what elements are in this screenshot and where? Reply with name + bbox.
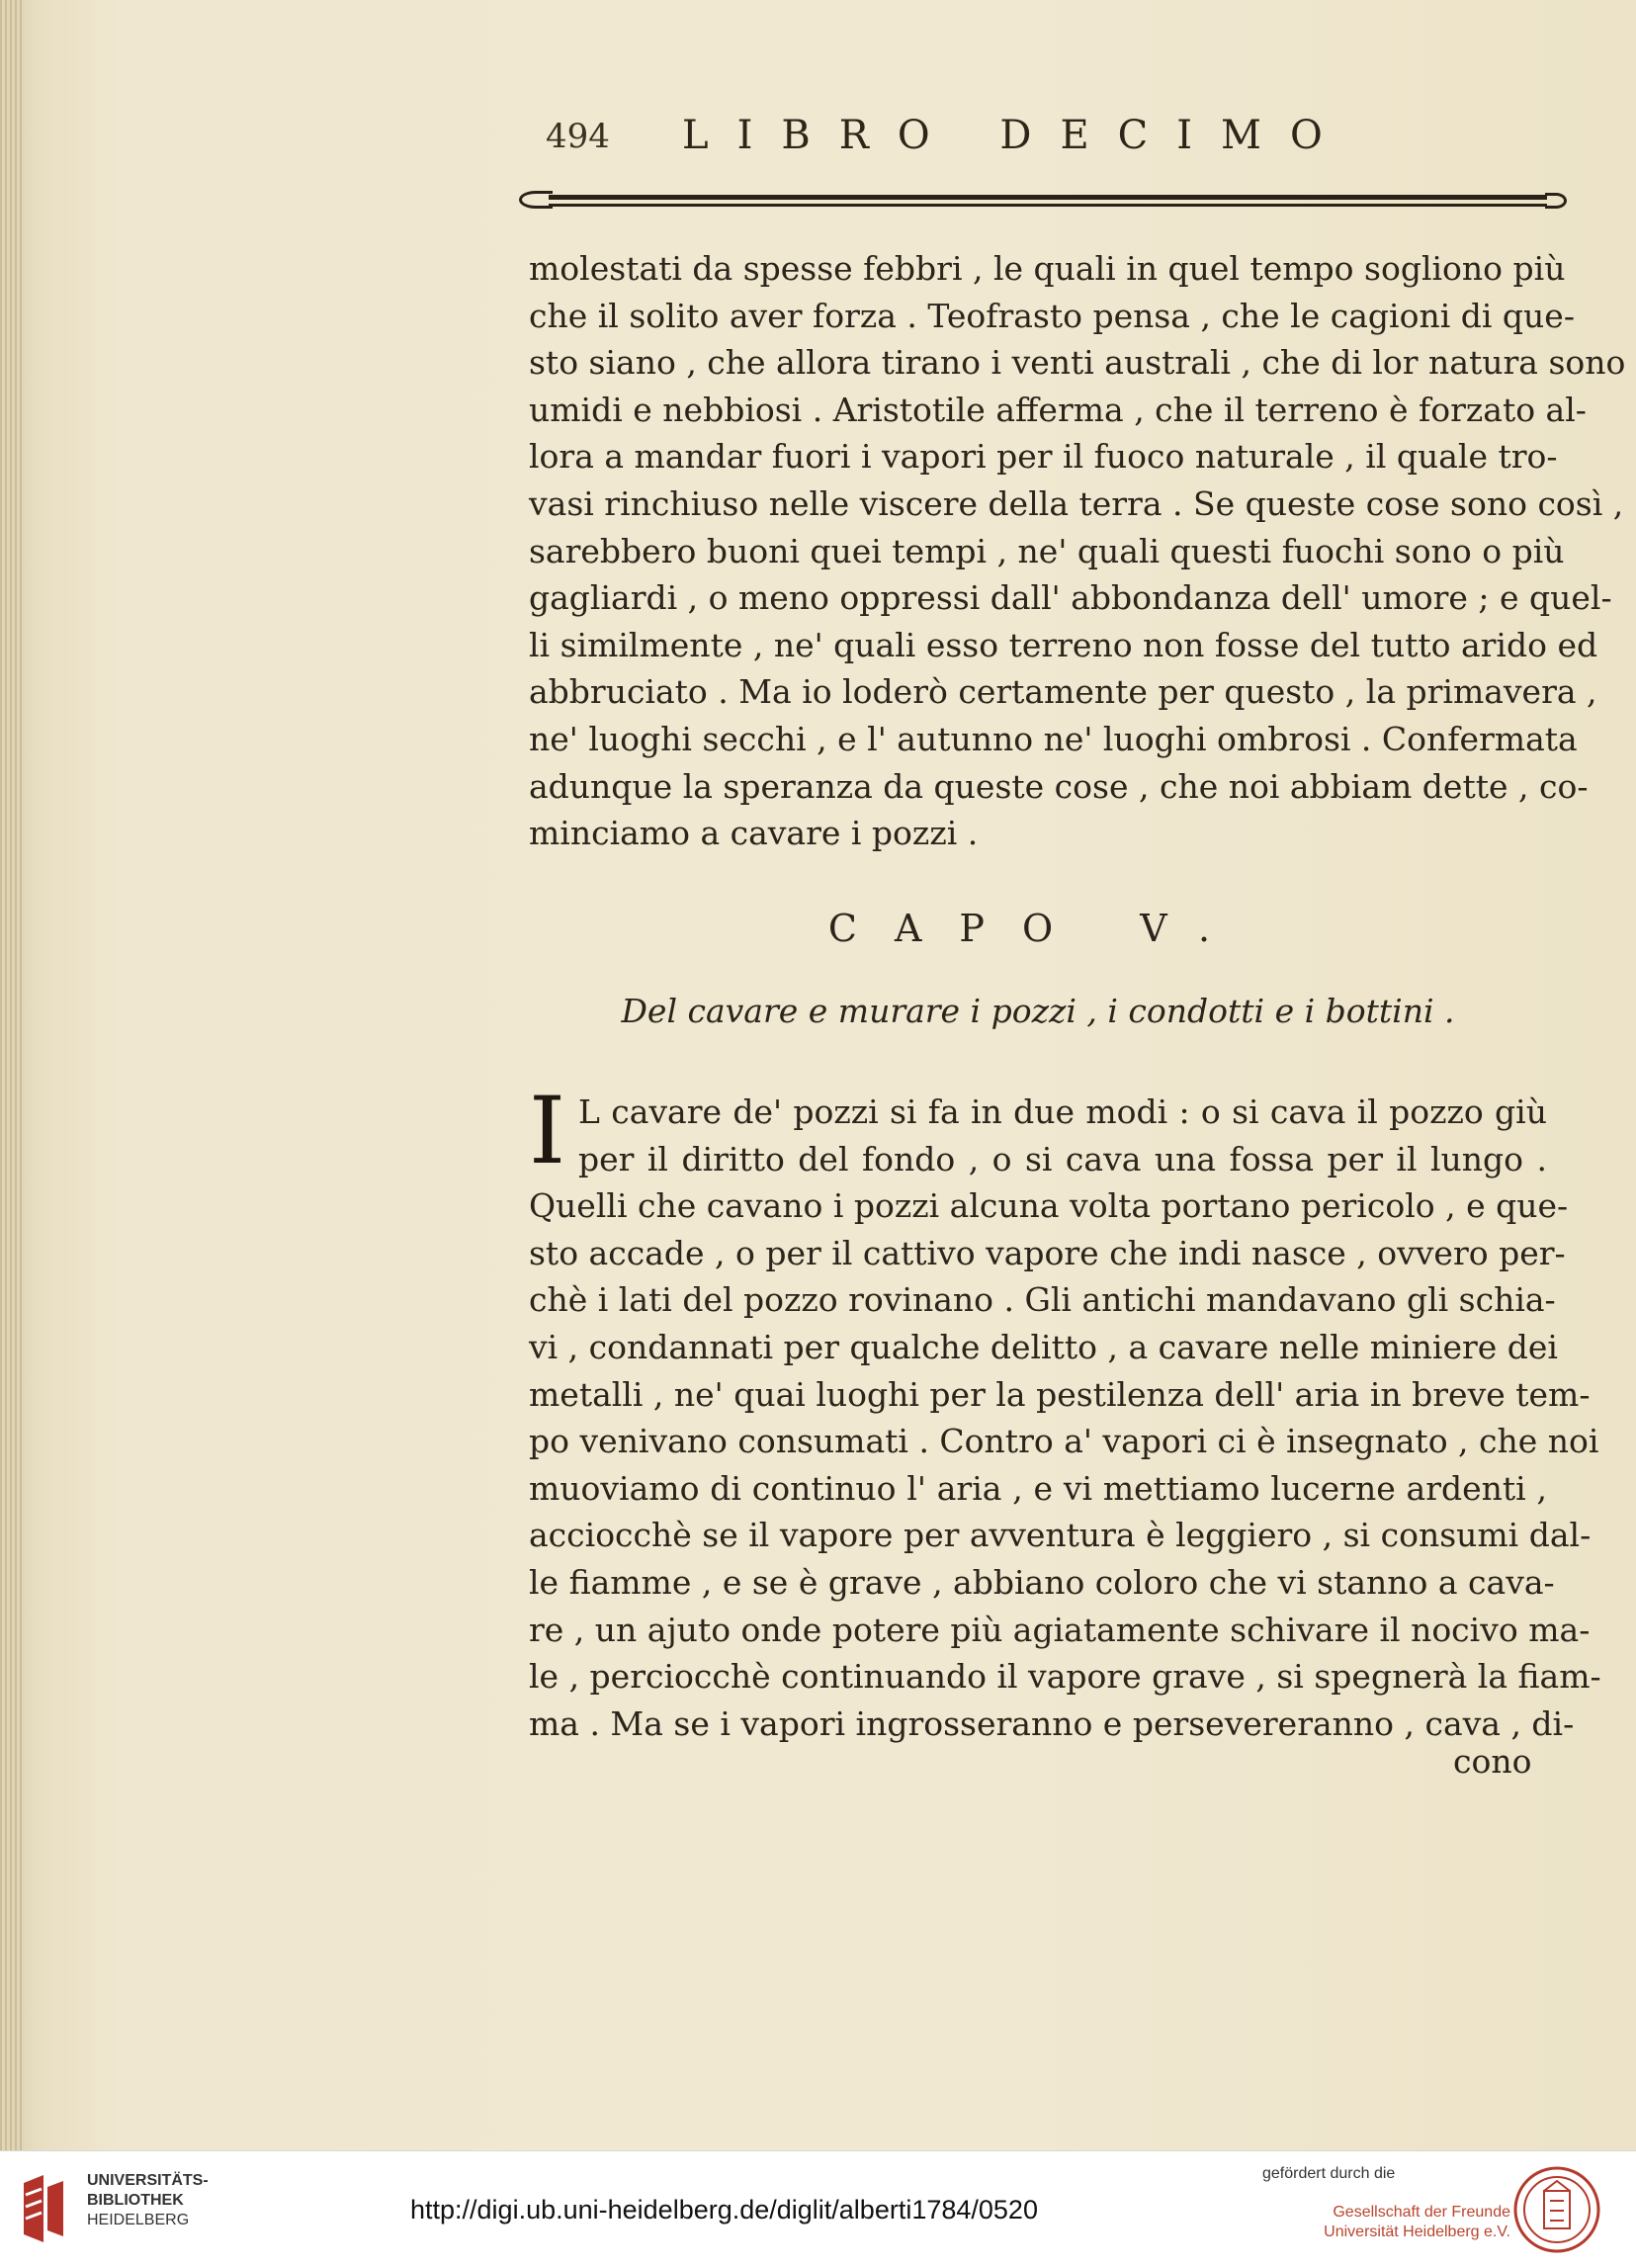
permalink-url[interactable]: http://digi.ub.uni-heidelberg.de/diglit/alberti1784/0520 xyxy=(410,2195,1038,2224)
catchword: cono xyxy=(1453,1742,1532,1781)
text-line: vi , condannati per qualche delitto , a cavare nelle miniere dei xyxy=(529,1327,1558,1366)
text-line: vasi rinchiuso nelle viscere della terra . Se queste cose sono così , xyxy=(529,483,1624,523)
text-line: metalli , ne' quai luoghi per la pestilenza dell' aria in breve tem- xyxy=(529,1374,1591,1414)
sponsor-name-line: Universität Heidelberg e.V. xyxy=(1324,2224,1510,2240)
text-line: gagliardi , o meno oppressi dall' abbondanza dell' umore ; e quel- xyxy=(529,578,1612,618)
library-name-line: UNIVERSITÄTS- xyxy=(87,2172,209,2189)
text-line: abbruciato . Ma io loderò certamente per questo , la primavera , xyxy=(529,672,1597,712)
text-line: adunque la speranza da queste cose , che noi abbiam dette , co- xyxy=(529,766,1589,806)
text-line: ne' luoghi secchi , e l' autunno ne' luoghi ombrosi . Confermata xyxy=(529,719,1578,758)
ub-heidelberg-logo-icon xyxy=(18,2173,69,2244)
text-line: umidi e nebbiosi . Aristotile afferma , che il terreno è forzato al- xyxy=(529,390,1587,429)
sponsor-name-line: Gesellschaft der Freunde xyxy=(1333,2204,1510,2221)
ornamental-rule xyxy=(519,191,1567,213)
library-name xyxy=(87,2171,209,2230)
drop-initial: I xyxy=(529,1078,566,1185)
text-line: molestati da spesse febbri , le quali in quel tempo sogliono più xyxy=(529,249,1566,288)
text-line: ma . Ma se i vapori ingrosseranno e persevereranno , cava , di- xyxy=(529,1703,1575,1743)
text-line: re , un ajuto onde potere più agiatamente schivare il nocivo ma- xyxy=(529,1610,1591,1649)
running-title: LIBRO DECIMO xyxy=(682,113,1351,158)
paragraph-1 xyxy=(529,245,1626,857)
text-line: le fiamme , e se è grave , abbiano coloro che vi stanno a cava- xyxy=(529,1562,1555,1602)
chapter-heading: CAPO V. xyxy=(827,907,1249,950)
chapter-subtitle: Del cavare e murare i pozzi , i condotti e i bottini . xyxy=(621,992,1455,1030)
text-line: sarebbero buoni quei tempi , ne' quali questi fuochi sono o più xyxy=(529,531,1565,570)
text-line: po venivano consumati . Contro a' vapori ci è insegnato , che noi xyxy=(529,1422,1599,1461)
text-line: acciocchè se il vapore per avventura è leggiero , si consumi dal- xyxy=(529,1516,1592,1555)
text-line: sto siano , che allora tirano i venti australi , che di lor natura sono xyxy=(529,343,1626,383)
text-line: L cavare de' pozzi si fa in due modi : o si cava il pozzo giù xyxy=(578,1092,1547,1131)
text-line: minciamo a cavare i pozzi . xyxy=(529,814,979,853)
text-line: che il solito aver forza . Teofrasto pensa , che le cagioni di que- xyxy=(529,296,1575,335)
text-line: Quelli che cavano i pozzi alcuna volta portano pericolo , e que- xyxy=(529,1186,1569,1226)
text-line: li similmente , ne' quali esso terreno non fosse del tutto arido ed xyxy=(529,625,1598,664)
text-line: lora a mandar fuori i vapori per il fuoco naturale , il quale tro- xyxy=(529,437,1558,477)
university-seal-icon xyxy=(1512,2165,1601,2254)
page-number: 494 xyxy=(546,117,610,156)
viewer-footer xyxy=(0,2150,1636,2268)
text-line: chè i lati del pozzo rovinano . Gli antichi mandavano gli schia- xyxy=(529,1280,1556,1320)
text-line: per il diritto del fondo , o si cava una fossa per il lungo . xyxy=(578,1139,1547,1178)
library-name-line: HEIDELBERG xyxy=(87,2212,190,2228)
library-name-line: BIBLIOTHEK xyxy=(87,2192,184,2209)
text-line: le , perciocchè continuando il vapore grave , si spegnerà la fiam- xyxy=(529,1657,1601,1697)
sponsor-name xyxy=(1273,2203,1510,2242)
sponsor-label: gefördert durch die xyxy=(1262,2165,1396,2182)
text-line: sto accade , o per il cattivo vapore che indi nasce , ovvero per- xyxy=(529,1233,1566,1272)
book-gutter xyxy=(0,0,22,2150)
paragraph-2 xyxy=(529,1089,1601,1747)
text-line: muoviamo di continuo l' aria , e vi mettiamo lucerne ardenti , xyxy=(529,1468,1547,1508)
page-header xyxy=(534,111,1552,170)
